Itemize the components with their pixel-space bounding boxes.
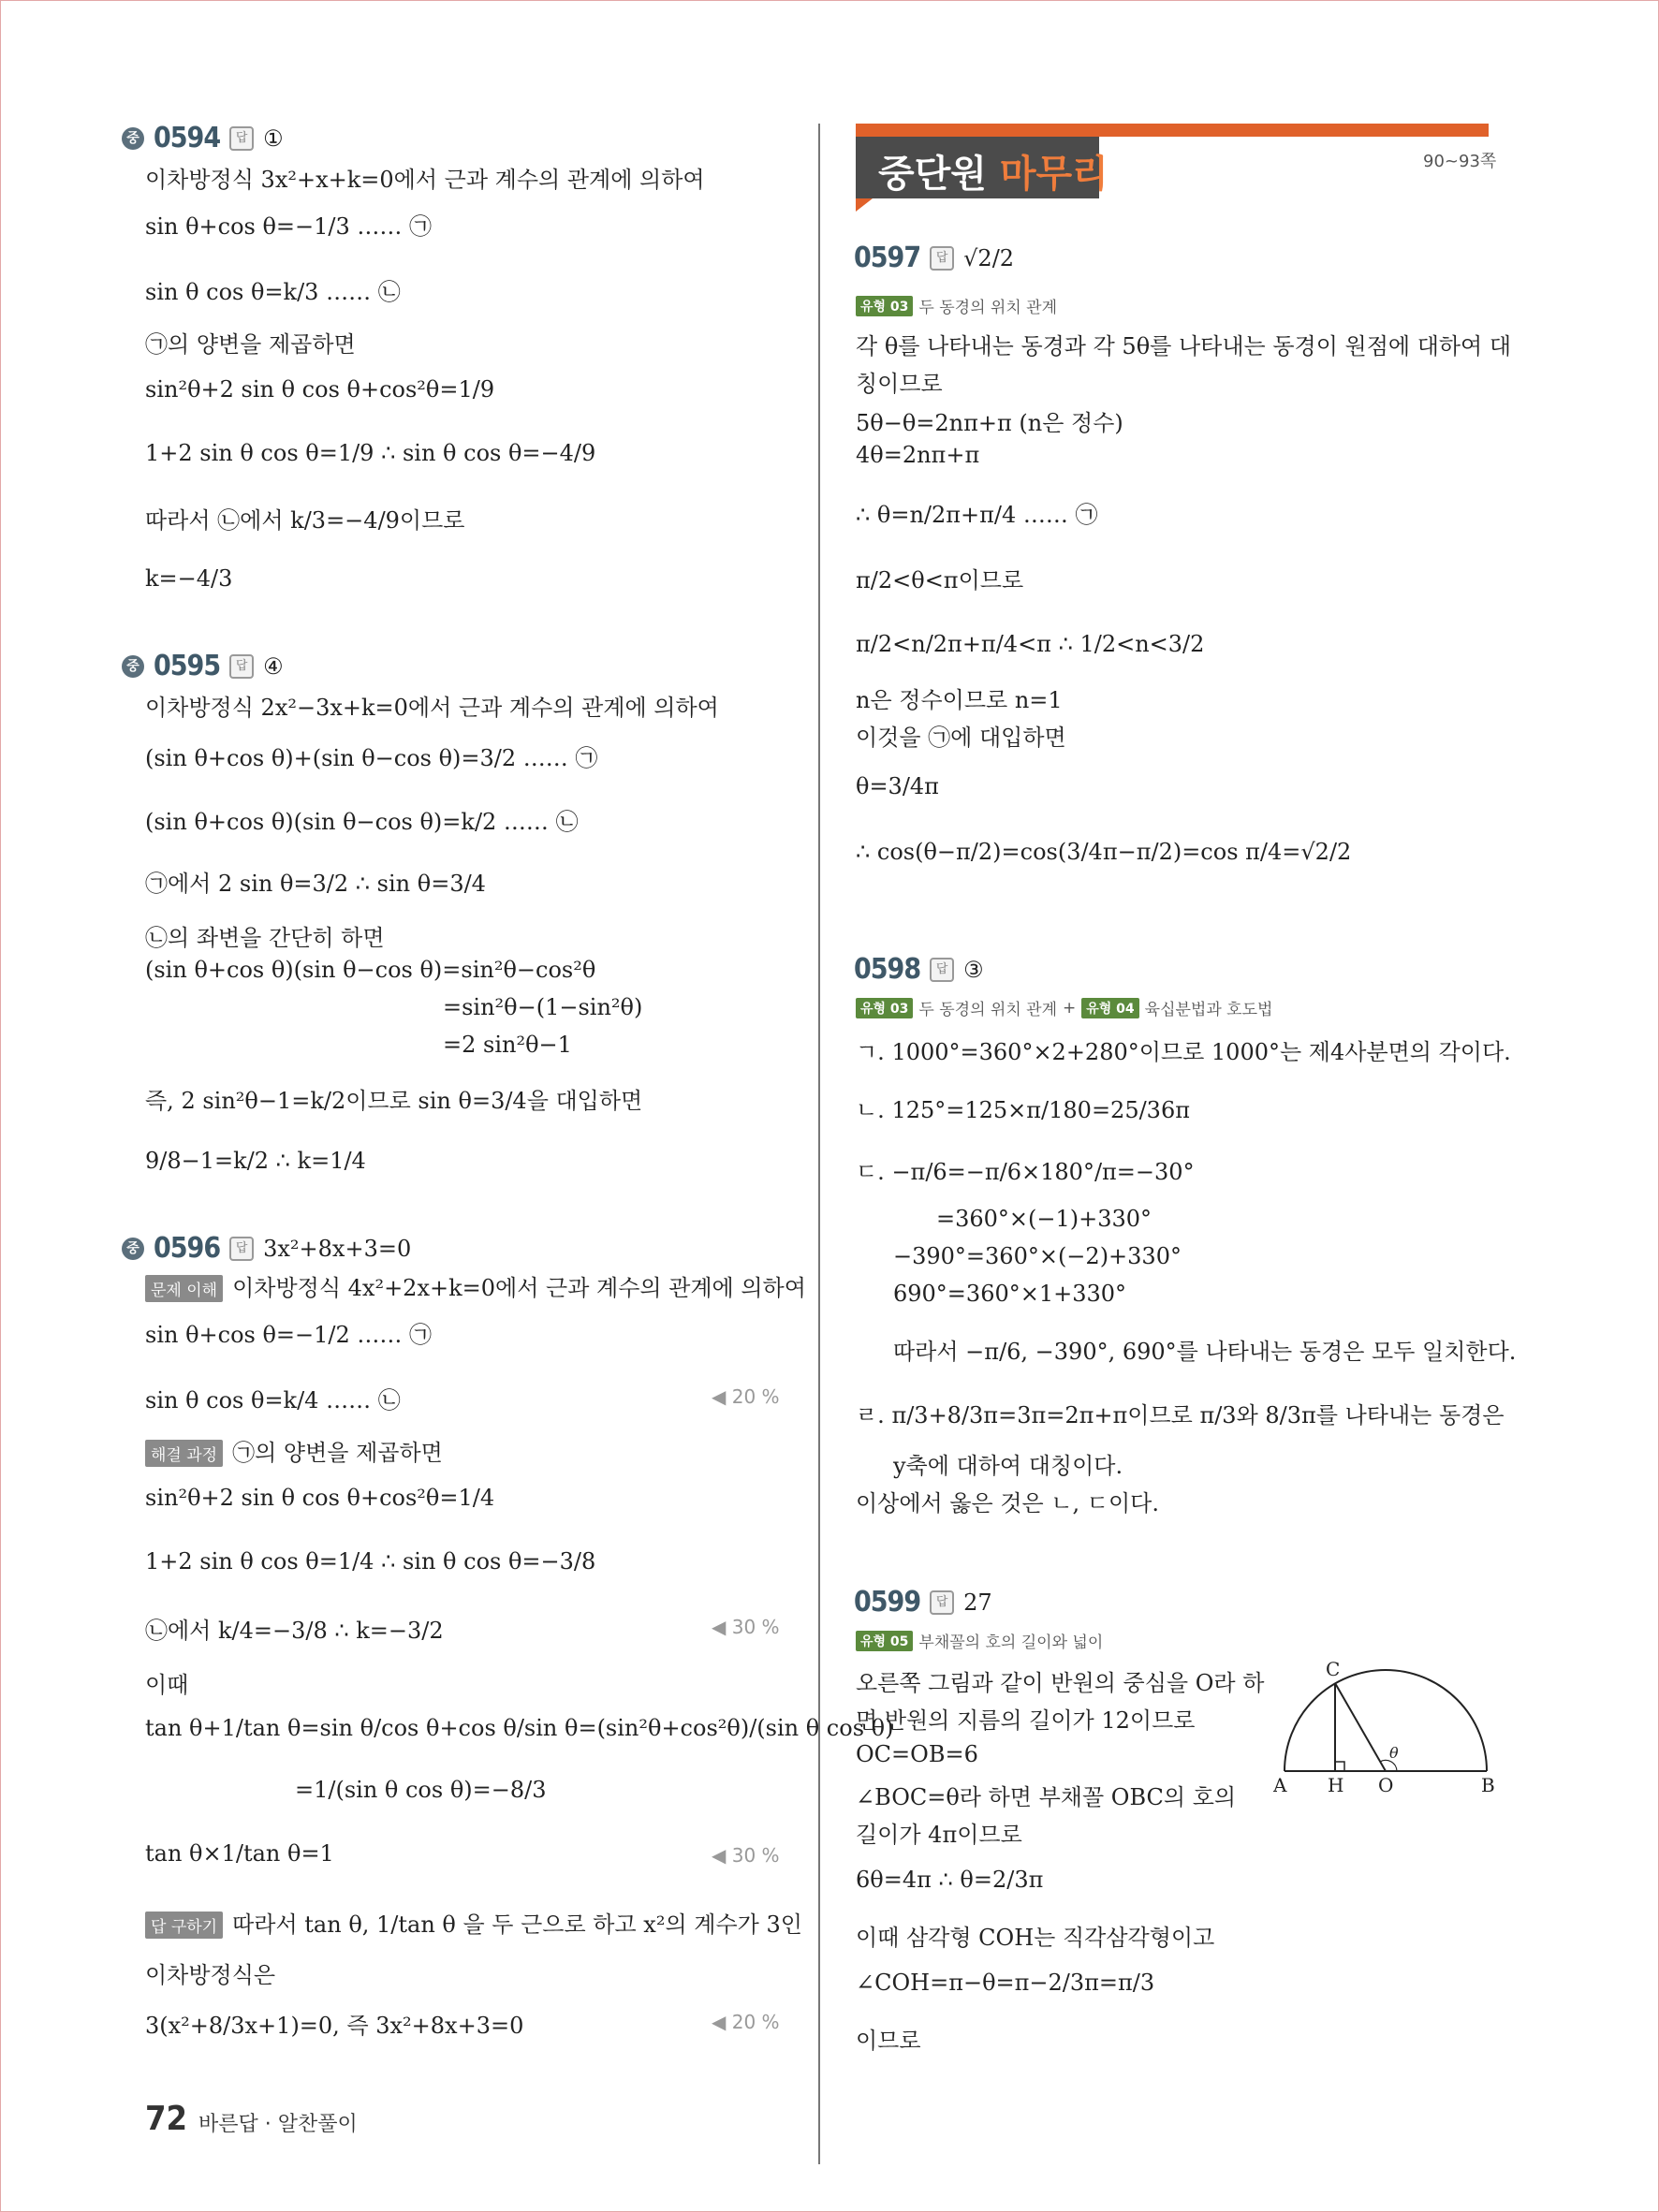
solution-line: sin θ cos θ=k/3 …… ㉡ <box>145 279 401 305</box>
solution-line: 690°=360°×1+330° <box>893 1281 1127 1307</box>
solution-line: 이때 삼각형 COH는 직각삼각형이고 <box>856 1925 1215 1951</box>
problem-number: 0597 <box>854 242 921 274</box>
solution-line: =1/(sin θ cos θ)=−8/3 <box>295 1777 547 1803</box>
problem-0594-header <box>122 122 284 154</box>
problem-0596-header <box>122 1232 411 1265</box>
step-tag-understand: 문제 이해 <box>145 1275 223 1302</box>
solution-line: ㉡의 좌변을 간단히 하면 <box>145 925 385 951</box>
problem-number: 0594 <box>154 122 221 154</box>
difficulty-badge: 중 <box>122 127 144 150</box>
solution-line: 따라서 −π/6, −390°, 690°를 나타내는 동경은 모두 일치한다. <box>893 1339 1517 1365</box>
banner-corner <box>856 198 873 212</box>
solution-line: ㄷ. −π/6=−π/6×180°/π=−30° <box>856 1159 1195 1185</box>
answer-icon: 답 <box>930 1590 954 1615</box>
solution-line: 5θ−θ=2nπ+π (n은 정수) <box>856 410 1123 436</box>
problem-0597-header <box>854 242 1014 274</box>
solution-line: ∴ θ=n/2π+π/4 …… ㉠ <box>856 502 1098 528</box>
answer-value: √2/2 <box>963 244 1015 271</box>
step-tag-process: 해결 과정 <box>145 1440 223 1467</box>
answer-icon: 답 <box>930 958 954 982</box>
solution-line: 이차방정식 2x²−3x+k=0에서 근과 계수의 관계에 의하여 <box>145 695 719 721</box>
problem-number: 0595 <box>154 650 221 682</box>
point-b-label: B <box>1481 1774 1495 1796</box>
problem-number: 0598 <box>854 953 921 986</box>
solution-line <box>145 1269 806 1302</box>
solution-line: 이므로 <box>856 2028 921 2054</box>
solution-line: ㄹ. π/3+8/3π=3π=2π+π이므로 π/3와 8/3π를 나타내는 동경은 <box>856 1402 1505 1428</box>
problem-type <box>856 996 1272 1019</box>
score-percent: ◀ 20 % <box>712 2011 780 2033</box>
footer-title: 바른답 · 알찬풀이 <box>198 2113 358 2136</box>
column-divider <box>818 124 820 2164</box>
problem-number: 0596 <box>154 1232 221 1265</box>
solution-line: 9/8−1=k/2 ∴ k=1/4 <box>145 1148 366 1174</box>
solution-line <box>145 1906 802 1939</box>
solution-line: sin²θ+2 sin θ cos θ+cos²θ=1/4 <box>145 1485 495 1511</box>
type-title: 두 동경의 위치 관계 <box>918 299 1057 317</box>
solution-line: π/2<θ<π이므로 <box>856 567 1024 593</box>
type-label: 유형 03 <box>856 998 913 1018</box>
solution-line: y축에 대하여 대칭이다. <box>893 1453 1123 1479</box>
solution-line: tan θ×1/tan θ=1 <box>145 1840 334 1867</box>
solution-text: ㉠의 양변을 제곱하면 <box>232 1440 443 1466</box>
type-title: 부채꼴의 호의 길이와 넓이 <box>918 1633 1104 1652</box>
solution-line: 4θ=2nπ+π <box>856 442 980 468</box>
solution-line: 오른쪽 그림과 같이 반원의 중심을 O라 하 <box>856 1670 1265 1696</box>
solution-line: (sin θ+cos θ)+(sin θ−cos θ)=3/2 …… ㉠ <box>145 745 598 771</box>
solution-line: =2 sin²θ−1 <box>443 1032 572 1058</box>
solution-line: π/2<n/2π+π/4<π ∴ 1/2<n<3/2 <box>856 631 1205 657</box>
answer-icon: 답 <box>930 246 954 271</box>
answer-icon: 답 <box>229 1237 254 1261</box>
solution-line: =360°×(−1)+330° <box>936 1206 1152 1232</box>
score-percent: ◀ 20 % <box>712 1385 780 1408</box>
score-percent: ◀ 30 % <box>712 1844 780 1867</box>
solution-line: (sin θ+cos θ)(sin θ−cos θ)=k/2 …… ㉡ <box>145 809 579 835</box>
problem-type <box>856 1629 1103 1652</box>
point-c-label: C <box>1326 1658 1341 1680</box>
section-banner <box>856 124 1489 198</box>
problem-0595-header <box>122 650 284 682</box>
solution-line: ㄱ. 1000°=360°×2+280°이므로 1000°는 제4사분면의 각이다. <box>856 1039 1511 1065</box>
banner-stripe <box>856 124 1489 137</box>
answer-icon: 답 <box>229 654 254 679</box>
type-title: 두 동경의 위치 관계 <box>918 1001 1057 1019</box>
solution-line: 길이가 4π이므로 <box>856 1822 1022 1848</box>
solution-line: 이것을 ㉠에 대입하면 <box>856 725 1066 751</box>
solution-line: 칭이므로 <box>856 371 943 397</box>
solution-line: ㉡에서 k/4=−3/8 ∴ k=−3/2 <box>145 1618 444 1644</box>
point-a-label: A <box>1273 1774 1287 1796</box>
solution-line: tan θ+1/tan θ=sin θ/cos θ+cos θ/sin θ=(sin²θ+cos²θ)/(sin θ cos θ) <box>145 1715 894 1741</box>
solution-line: sin θ cos θ=k/4 …… ㉡ <box>145 1387 401 1414</box>
solution-line: ∠BOC=θ라 하면 부채꼴 OBC의 호의 <box>856 1784 1237 1810</box>
solution-line: n은 정수이므로 n=1 <box>856 687 1063 713</box>
radius-oc <box>1335 1683 1386 1771</box>
type-label: 유형 05 <box>856 1631 913 1651</box>
solution-line: OC=OB=6 <box>856 1741 978 1767</box>
solution-line: (sin θ+cos θ)(sin θ−cos θ)=sin²θ−cos²θ <box>145 957 596 983</box>
answer-value: ④ <box>263 652 284 680</box>
solution-line: sin θ+cos θ=−1/2 …… ㉠ <box>145 1322 433 1348</box>
solution-line: ∠COH=π−θ=π−2/3π=π/3 <box>856 1970 1155 1996</box>
solution-line: =sin²θ−(1−sin²θ) <box>443 994 643 1020</box>
plus-icon: + <box>1063 998 1077 1018</box>
point-h-label: H <box>1328 1774 1344 1796</box>
solution-line: ㉠의 양변을 제곱하면 <box>145 331 356 358</box>
solution-line: 이때 <box>145 1672 189 1698</box>
page-range: 90~93쪽 <box>1423 152 1497 171</box>
type-label: 유형 04 <box>1081 998 1138 1018</box>
solution-line: 1+2 sin θ cos θ=1/9 ∴ sin θ cos θ=−4/9 <box>145 440 596 466</box>
solution-line: −390°=360°×(−2)+330° <box>893 1243 1182 1269</box>
section-title <box>878 144 1108 198</box>
solution-line: 6θ=4π ∴ θ=2/3π <box>856 1867 1044 1893</box>
type-label: 유형 03 <box>856 296 913 316</box>
answer-icon: 답 <box>229 126 254 151</box>
problem-number: 0599 <box>854 1586 921 1619</box>
semicircle-figure <box>1273 1657 1498 1797</box>
solution-line: sin θ+cos θ=−1/3 …… ㉠ <box>145 213 433 240</box>
type-title: 육십분법과 호도법 <box>1144 1001 1273 1019</box>
theta-label: θ <box>1389 1744 1399 1762</box>
solution-line: 3(x²+8/3x+1)=0, 즉 3x²+8x+3=0 <box>145 2013 524 2039</box>
solution-line: 즉, 2 sin²θ−1=k/2이므로 sin θ=3/4을 대입하면 <box>145 1088 643 1114</box>
problem-type <box>856 294 1057 317</box>
solution-line: 면 반원의 지름의 길이가 12이므로 <box>856 1707 1196 1734</box>
page-number: 72 <box>145 2100 188 2138</box>
solution-line: k=−4/3 <box>145 565 233 592</box>
solution-line: 1+2 sin θ cos θ=1/4 ∴ sin θ cos θ=−3/8 <box>145 1548 596 1575</box>
solution-text: 따라서 tan θ, 1/tan θ 을 두 근으로 하고 x²의 계수가 3인 <box>232 1912 802 1938</box>
solution-line: 이상에서 옳은 것은 ㄴ, ㄷ이다. <box>856 1490 1159 1516</box>
solution-line: 각 θ를 나타내는 동경과 각 5θ를 나타내는 동경이 원점에 대하여 대 <box>856 333 1512 359</box>
difficulty-badge: 중 <box>122 1238 144 1260</box>
answer-value: ① <box>263 125 284 152</box>
score-percent: ◀ 30 % <box>712 1616 780 1638</box>
problem-0599-header <box>854 1586 992 1619</box>
answer-value: 3x²+8x+3=0 <box>263 1235 412 1262</box>
point-o-label: O <box>1378 1774 1394 1796</box>
solution-line: 이차방정식은 <box>145 1962 276 1988</box>
right-angle-mark <box>1335 1762 1344 1771</box>
solution-line: ㉠에서 2 sin θ=3/2 ∴ sin θ=3/4 <box>145 871 486 897</box>
solution-line <box>145 1434 443 1467</box>
solution-text: 이차방정식 4x²+2x+k=0에서 근과 계수의 관계에 의하여 <box>232 1275 806 1301</box>
problem-0598-header <box>854 953 984 986</box>
solution-line: 이차방정식 3x²+x+k=0에서 근과 계수의 관계에 의하여 <box>145 167 705 193</box>
semicircle-arc <box>1285 1670 1487 1771</box>
solution-line: ∴ cos(θ−π/2)=cos(3/4π−π/2)=cos π/4=√2/2 <box>856 839 1352 865</box>
step-tag-answer: 답 구하기 <box>145 1912 223 1939</box>
solution-line: θ=3/4π <box>856 773 939 799</box>
answer-value: 27 <box>963 1589 992 1616</box>
title-part: 중단원 <box>878 153 1000 196</box>
solution-line: 따라서 ㉡에서 k/3=−4/9이므로 <box>145 507 465 534</box>
solution-line: ㄴ. 125°=125×π/180=25/36π <box>856 1097 1190 1123</box>
title-highlight: 마무리 <box>999 153 1108 196</box>
difficulty-badge: 중 <box>122 655 144 678</box>
solution-line: sin²θ+2 sin θ cos θ+cos²θ=1/9 <box>145 376 495 403</box>
answer-value: ③ <box>963 956 984 983</box>
